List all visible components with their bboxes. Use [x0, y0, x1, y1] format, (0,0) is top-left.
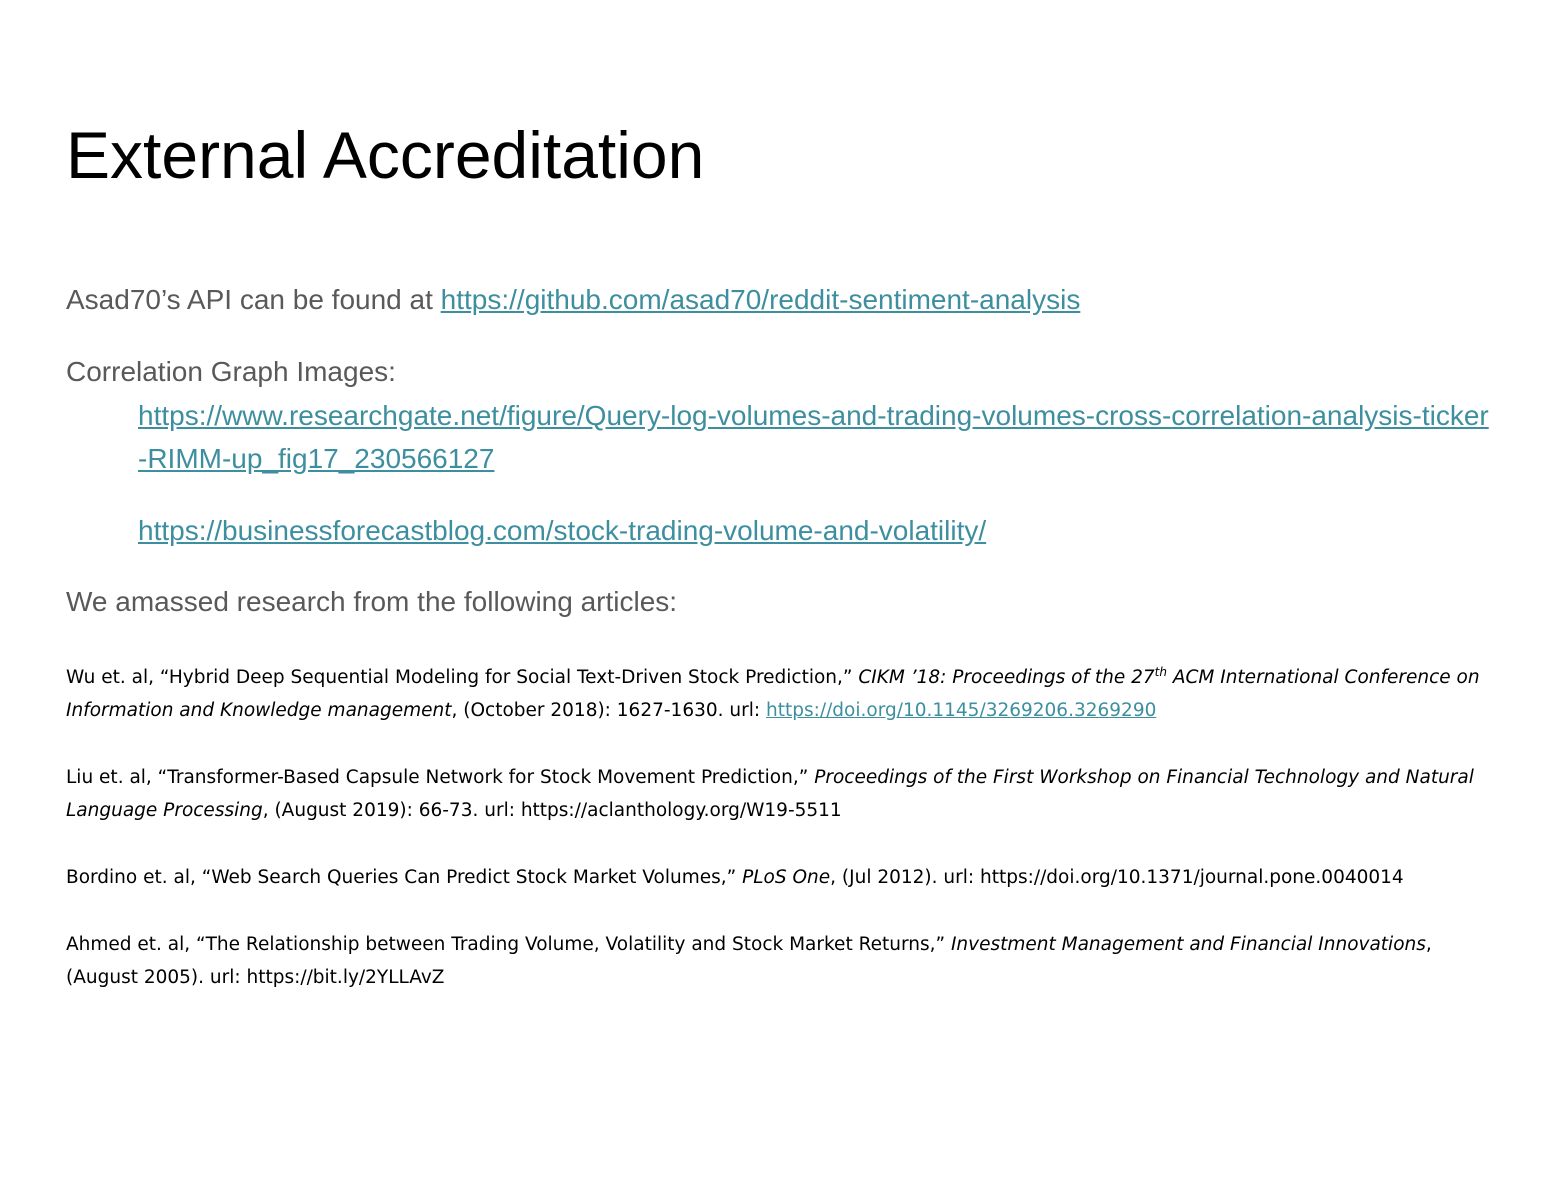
reference-details: , (August 2019): 66-73. url: https://aclanthology.org/W19-5511: [262, 800, 842, 822]
api-line-prefix: Asad70’s API can be found at: [66, 284, 441, 315]
reference-details: , (October 2018): 1627-1630. url:: [451, 700, 766, 722]
reference-venue: PLoS One: [742, 867, 831, 889]
reference-venue-part: ACM International Conference on Information and Knowledge management: [66, 667, 1480, 722]
researchgate-link-block: [138, 394, 1498, 480]
references-list: [66, 656, 1486, 1028]
reference-venue: Proceedings of the First Workshop on Financial Technology and Natural Language Processing: [66, 767, 1474, 822]
reference-details: , (Jul 2012). url: https://doi.org/10.1371/journal.pone.0040014: [830, 867, 1404, 889]
research-heading: We amassed research from the following articles:: [66, 586, 678, 617]
reference-venue-part: CIKM ’18: Proceedings of the 27: [858, 667, 1155, 689]
api-line: [66, 283, 1080, 317]
reference-details: , (August 2005). url: https://bit.ly/2YLLAvZ: [66, 934, 1432, 989]
reference-item: [66, 656, 1486, 727]
github-link[interactable]: https://github.com/asad70/reddit-sentiment-analysis: [440, 284, 1081, 315]
businessforecast-link[interactable]: https://businessforecastblog.com/stock-trading-volume-and-volatility/: [138, 515, 987, 546]
researchgate-link[interactable]: https://www.researchgate.net/figure/Query-log-volumes-and-trading-volumes-cross-correlation-analysis-ticker-RIMM-up_fig17_230566127: [138, 400, 1489, 474]
businessforecast-link-block: [138, 509, 1498, 552]
correlation-heading: Correlation Graph Images:: [66, 356, 396, 387]
reference-item: [66, 861, 1486, 894]
reference-venue: Investment Management and Financial Innovations: [950, 934, 1426, 956]
reference-authors: Bordino et. al, “Web Search Queries Can Predict Stock Market Volumes,”: [66, 867, 743, 889]
reference-venue-sup: th: [1154, 665, 1167, 679]
reference-item: [66, 761, 1486, 827]
reference-item: [66, 928, 1486, 994]
doi-link[interactable]: https://doi.org/10.1145/3269206.3269290: [765, 700, 1157, 722]
reference-authors: Liu et. al, “Transformer-Based Capsule Network for Stock Movement Prediction,”: [66, 767, 815, 789]
reference-authors: Ahmed et. al, “The Relationship between Trading Volume, Volatility and Stock Market Returns,”: [66, 934, 951, 956]
slide-title: External Accreditation: [66, 118, 705, 192]
reference-authors: Wu et. al, “Hybrid Deep Sequential Modeling for Social Text-Driven Stock Prediction,”: [66, 667, 859, 689]
